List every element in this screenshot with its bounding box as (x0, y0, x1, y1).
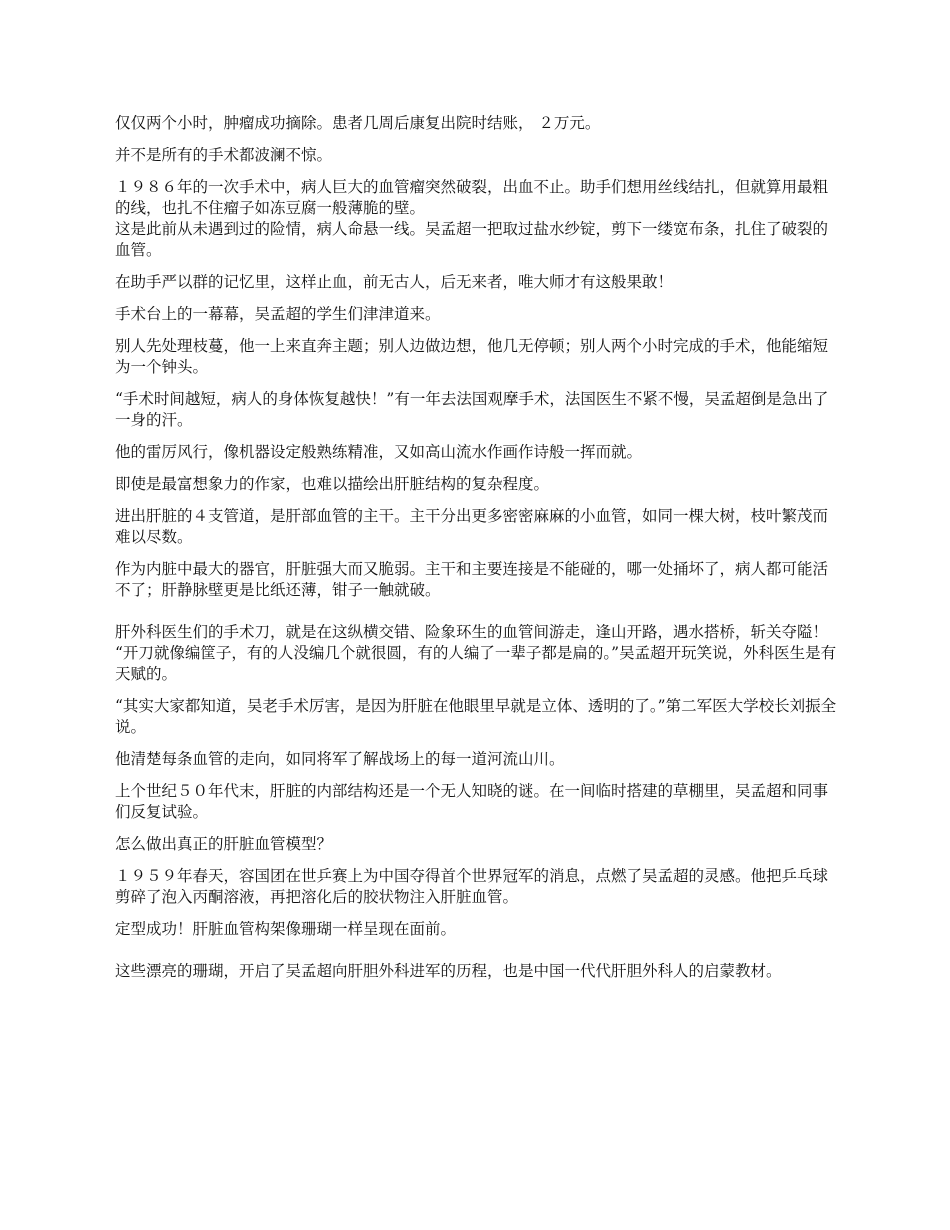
paragraph: 手术台上的一幕幕，吴孟超的学生们津津道来。 (115, 305, 441, 323)
paragraph: 他的雷厉风行，像机器设定般熟练精准，又如高山流水作画作诗般一挥而就。 (115, 443, 643, 461)
document-page (115, 113, 840, 982)
paragraph: “开刀就像编筐子，有的人没编几个就很圆，有的人编了一辈子都是扁的。”吴孟超开玩笑说，外科医生是有天赋的。 (115, 644, 837, 683)
paragraph: 怎么做出真正的肝脏血管模型？ (115, 835, 333, 853)
paragraph: 仅仅两个小时，肿瘤成功摘除。患者几周后康复出院时结账， ２万元。 (115, 114, 601, 132)
paragraph: 定型成功！肝脏血管构架像珊瑚一样呈现在面前。 (115, 920, 457, 938)
paragraph: 作为内脏中最大的器官，肝脏强大而又脆弱。主干和主要连接是不能碰的，哪一处捅坏了，病人都可能活不了；肝静脉壁更是比纸还薄，钳子一触就破。 (115, 560, 829, 599)
paragraph: 即使是最富想象力的作家，也难以描绘出肝脏结构的复杂程度。 (115, 475, 550, 493)
paragraph: “手术时间越短，病人的身体恢复越快！”有一年去法国观摩手术，法国医生不紧不慢，吴孟超倒是急出了一身的汗。 (115, 390, 829, 429)
paragraph: 别人先处理枝蔓，他一上来直奔主题；别人边做边想，他几无停顿；别人两个小时完成的手术，他能缩短为一个钟头。 (115, 337, 829, 376)
paragraph: １９５９年春天，容国团在世乒赛上为中国夺得首个世界冠军的消息，点燃了吴孟超的灵感。他把乒乓球剪碎了泡入丙酮溶液，再把溶化后的胶状物注入肝脏血管。 (115, 867, 829, 906)
paragraph: １９８６年的一次手术中，病人巨大的血管瘤突然破裂，出血不止。助手们想用丝线结扎，但就算用最粗的线，也扎不住瘤子如冻豆腐一般薄脆的壁。 (115, 178, 829, 217)
paragraph: 这是此前从未遇到过的险情，病人命悬一线。吴孟超一把取过盐水纱锭，剪下一缕宽布条，扎住了破裂的血管。 (115, 220, 829, 259)
paragraph: 进出肝脏的４支管道，是肝部血管的主干。主干分出更多密密麻麻的小血管，如同一棵大树，枝叶繁茂而难以尽数。 (115, 507, 829, 546)
paragraph: 肝外科医生们的手术刀，就是在这纵横交错、险象环生的血管间游走，逢山开路，遇水搭桥，斩关夺隘！ (115, 623, 829, 641)
paragraph: 上个世纪５０年代末，肝脏的内部结构还是一个无人知晓的谜。在一间临时搭建的草棚里，吴孟超和同事们反复试验。 (115, 782, 829, 821)
paragraph: 并不是所有的手术都波澜不惊。 (115, 146, 333, 164)
paragraph: 在助手严以群的记忆里，这样止血，前无古人，后无来者，唯大师才有这般果敢！ (115, 273, 674, 291)
paragraph: “其实大家都知道，吴老手术厉害，是因为肝脏在他眼里早就是立体、透明的了。”第二军医大学校长刘振全说。 (115, 697, 837, 736)
paragraph: 这些漂亮的珊瑚，开启了吴孟超向肝胆外科进军的历程，也是中国一代代肝胆外科人的启蒙教材。 (115, 962, 782, 980)
paragraph: 他清楚每条血管的走向，如同将军了解战场上的每一道河流山川。 (115, 750, 565, 768)
